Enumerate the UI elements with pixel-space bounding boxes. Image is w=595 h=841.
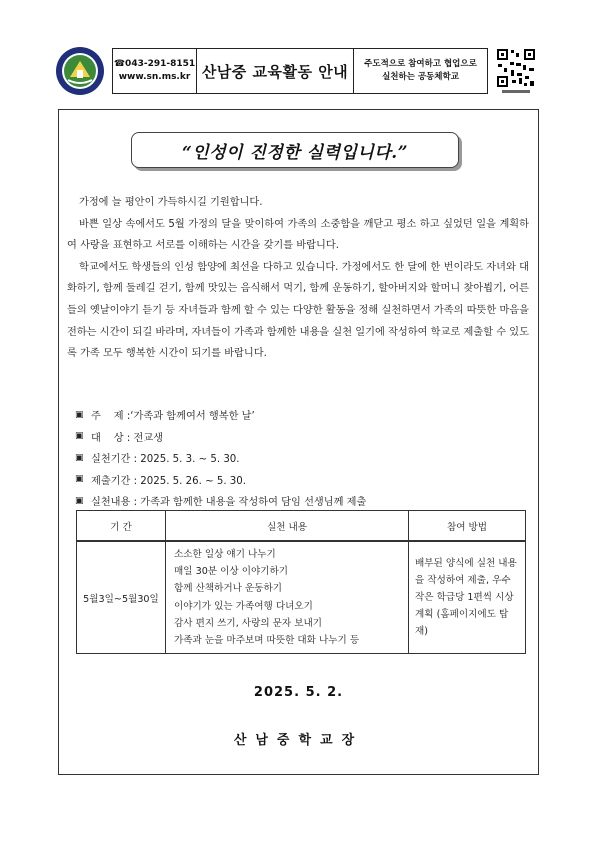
header-activities: 실천 내용 xyxy=(166,511,409,542)
motto-cell xyxy=(354,49,487,93)
period-cell: 5월3일~5월30일 xyxy=(77,541,166,654)
bullet-icon: ▣ xyxy=(75,474,84,485)
info-text: 주 제 :‘가족과 함께여서 행복한 날’ xyxy=(91,411,255,423)
bullet-icon: ▣ xyxy=(75,431,84,442)
info-item-submission-period xyxy=(75,469,525,491)
header-period: 기 간 xyxy=(77,511,166,542)
activity-item: 이야기가 있는 가족여행 다녀오기 xyxy=(174,600,313,612)
activity-item: 가족과 눈을 마주보며 따뜻한 대화 나누기 등 xyxy=(174,635,360,647)
letter-paragraph-1: 가정에 늘 평안이 가득하시길 기원합니다. xyxy=(79,197,263,208)
bullet-icon: ▣ xyxy=(75,452,84,463)
school-emblem-icon xyxy=(55,46,105,96)
issue-date: 2025. 5. 2. xyxy=(253,685,344,700)
header-title: 산남중 교육활동 안내 xyxy=(201,62,349,81)
letter-paragraph-2: 바쁜 일상 속에서도 5월 가정의 달을 맞이하여 가족의 소중함을 깨닫고 평소 하고 싶었던 일을 계획하여 사랑을 표현하고 서로를 이해하는 시간을 갖기를 바랍니다. xyxy=(67,218,529,252)
activities-cell xyxy=(166,541,409,654)
info-text: 제출기간 : 2025. 5. 26. ~ 5. 30. xyxy=(91,475,247,487)
info-list xyxy=(75,404,525,512)
bullet-icon: ▣ xyxy=(75,495,84,506)
principal-signature: 산남중학교장 xyxy=(233,733,364,748)
qr-code-icon xyxy=(496,48,536,96)
contact-cell xyxy=(113,49,197,93)
info-item-practice-period xyxy=(75,447,525,469)
info-item-topic xyxy=(75,404,525,426)
motto-line-1: 주도적으로 참여하고 협업으로 xyxy=(364,59,477,69)
activity-item: 소소한 일상 얘기 나누기 xyxy=(174,549,276,560)
bullet-icon: ▣ xyxy=(75,409,84,420)
table-header-row xyxy=(77,511,526,542)
quote-text: “인성이 진정한 실력입니다.” xyxy=(182,142,408,163)
motto-line-2: 실천하는 공동체학교 xyxy=(382,72,459,82)
table-row xyxy=(77,541,526,654)
header-info-box xyxy=(112,48,488,94)
activity-item: 매일 30분 이상 이야기하기 xyxy=(174,566,289,578)
letter-paragraph-3: 학교에서도 학생들의 인성 함양에 최선을 다하고 있습니다. 가정에서도 한 달에 한 번이라도 자녀와 대화하기, 함께 둘레길 걷기, 함께 맛있는 음식해서 먹기, 함께 운동하기, 할아버지와 할머니 찾아뵙기, 어른들의 옛날이야기 듣기 등 자녀들과 함께 할 수 있는 다양한 활동을 정해 실천하면서 가족의 따뜻한 마음을 전하는 시간이 되길 바라며, 자녀들이 가족과 함께한 내용을 실천 일기에 작성하여 학교로 제출할 수 있도록 가족 모두 행복한 시간이 되기를 바랍니다. xyxy=(67,261,529,360)
letter-header xyxy=(55,44,539,100)
header-method: 참여 방법 xyxy=(409,511,526,542)
method-cell: 배부된 양식에 실천 내용을 작성하여 제출, 우수작은 학급당 1편씩 시상계획 (홈페이지에도 탑재) xyxy=(409,541,526,654)
activity-item: 함께 산책하거나 운동하기 xyxy=(174,583,283,595)
letter-body xyxy=(67,192,529,365)
info-text: 실천기간 : 2025. 5. 3. ~ 5. 30. xyxy=(91,454,240,466)
info-text: 실천내용 : 가족과 함께한 내용을 작성하여 담임 선생님께 제출 xyxy=(91,497,367,509)
info-text: 대 상 : 전교생 xyxy=(91,432,164,444)
phone-number: ☎043-291-8151 xyxy=(113,59,196,69)
activity-item: 감사 편지 쓰기, 사랑의 문자 보내기 xyxy=(174,617,323,629)
info-item-target xyxy=(75,426,525,448)
header-title-cell xyxy=(197,49,354,93)
website-link[interactable]: www.sn.ms.kr xyxy=(118,72,191,82)
activity-table xyxy=(76,510,526,654)
info-item-content xyxy=(75,490,525,512)
notice-frame xyxy=(58,109,539,775)
quote-box xyxy=(131,132,459,168)
